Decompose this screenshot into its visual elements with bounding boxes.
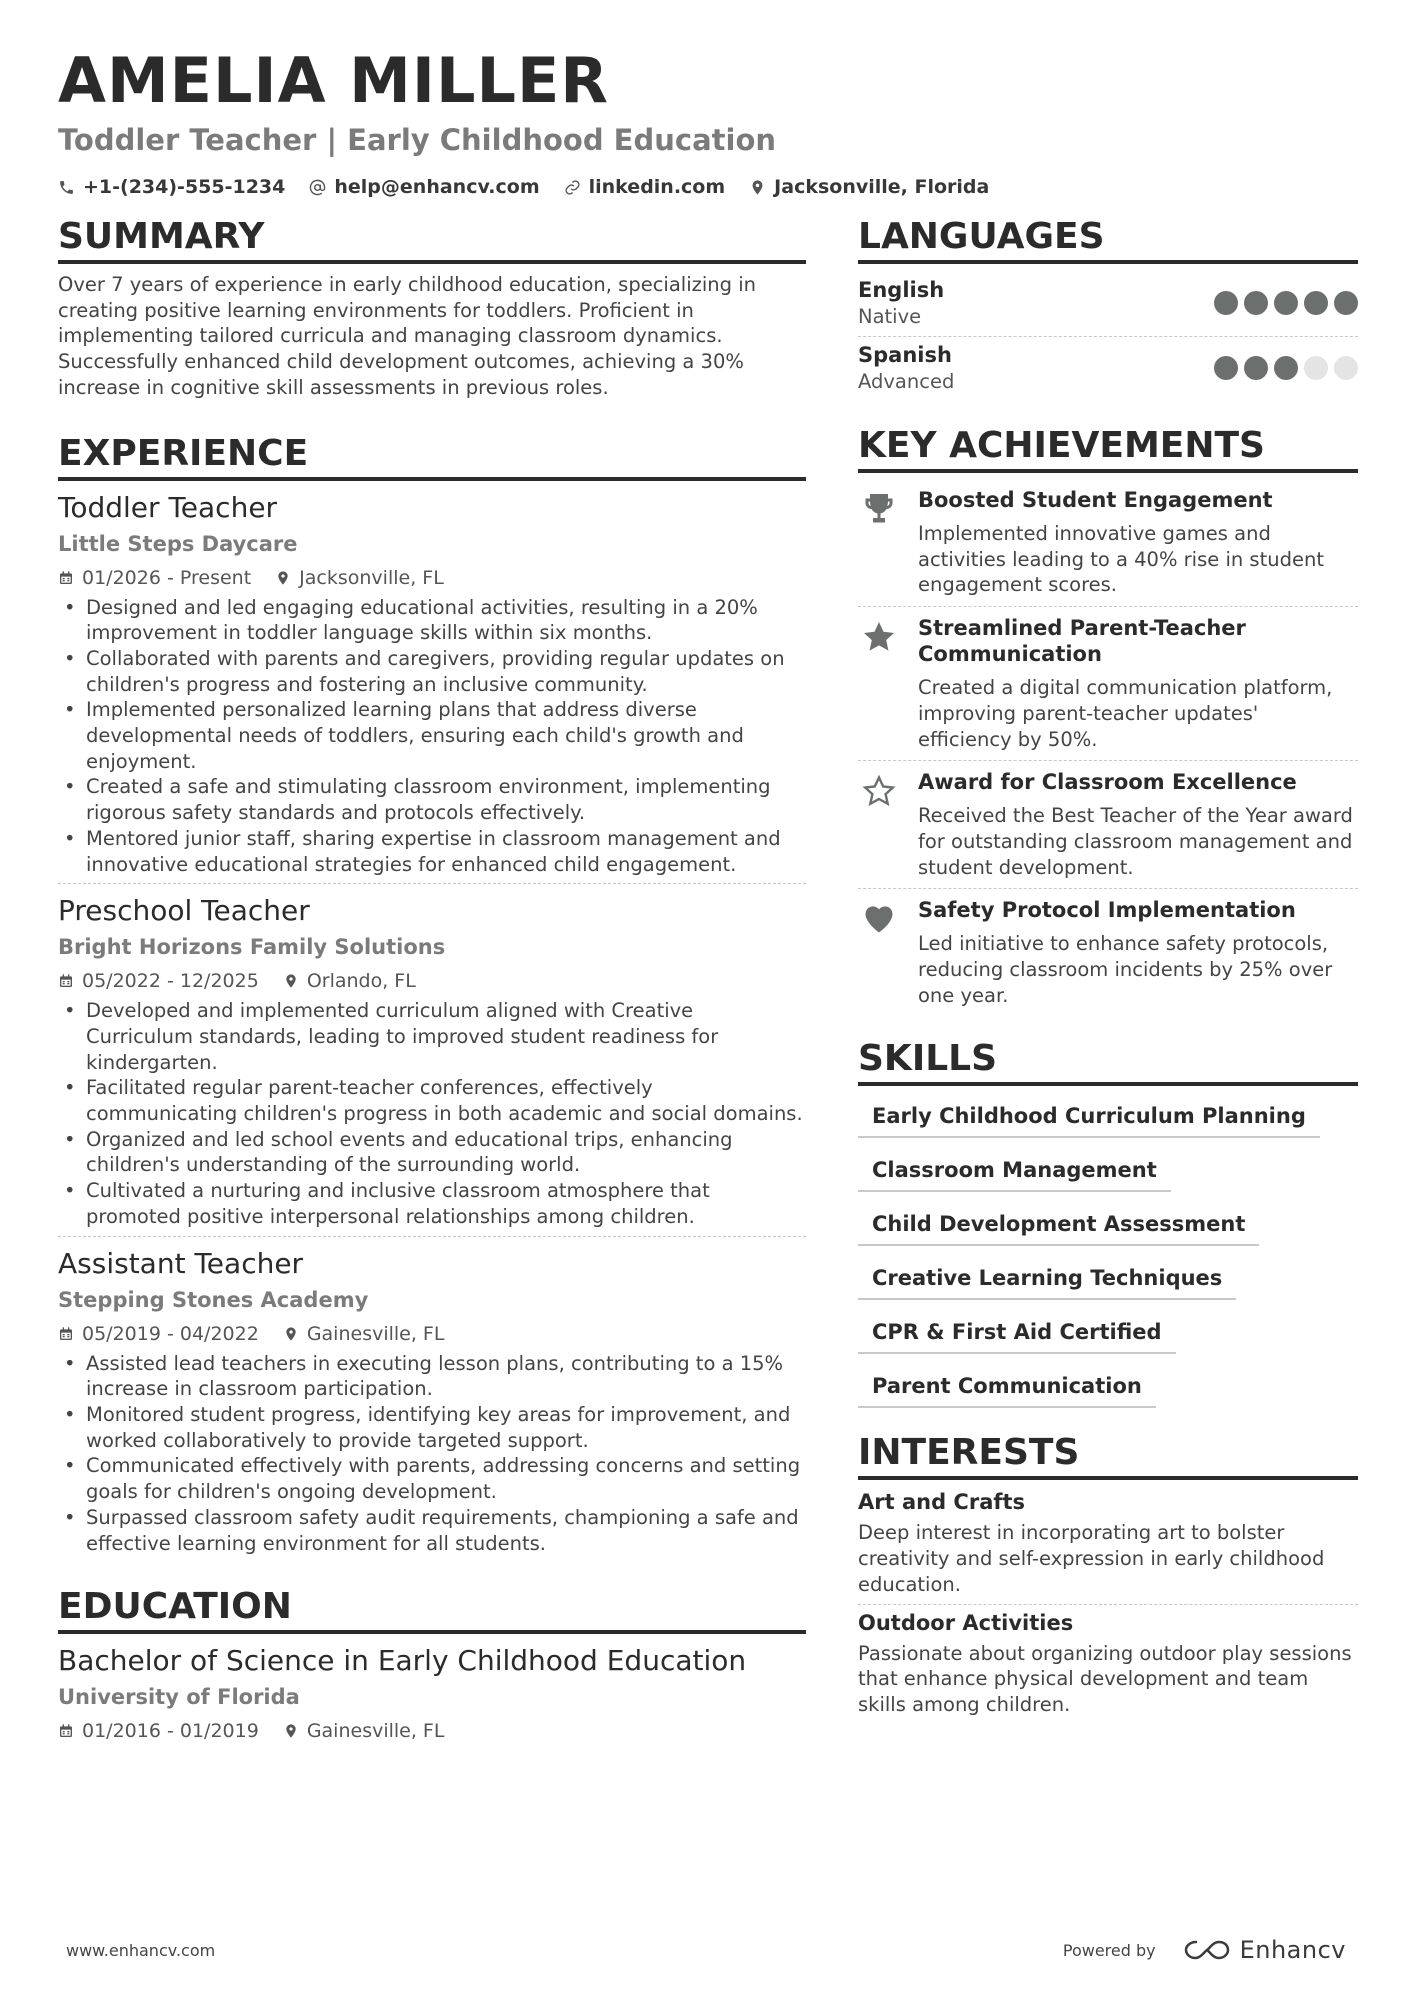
skill-tag: Child Development Assessment <box>858 1202 1259 1246</box>
interest-item <box>858 1609 1358 1718</box>
bullet-item: • Cultivated a nurturing and inclusive classroom atmosphere that promoted positive interpersonal relationships among children. <box>58 1178 806 1229</box>
skill-tag: Parent Communication <box>858 1364 1156 1408</box>
contact-email[interactable] <box>309 174 539 200</box>
achievement-title: Award for Classroom Excellence <box>918 770 1297 795</box>
languages-section <box>858 214 1358 401</box>
contact-phone[interactable] <box>58 174 285 200</box>
linkedin-text: linkedin.com <box>588 176 726 198</box>
achievements-section <box>858 423 1358 1014</box>
skill-tag: Early Childhood Curriculum Planning <box>858 1094 1320 1138</box>
job-location-text: Jacksonville, FL <box>299 566 444 589</box>
interest-title: Art and Crafts <box>858 1490 1026 1515</box>
bullet-item: • Collaborated with parents and caregivers, providing regular updates on children's progress and fostering an inclusive community. <box>58 646 806 697</box>
achievement-title: Boosted Student Engagement <box>918 488 1273 512</box>
job-title: Preschool Teacher <box>58 894 310 928</box>
at-icon <box>309 179 326 196</box>
heart-icon <box>860 901 898 937</box>
bullet-item: • Communicated effectively with parents, addressing concerns and setting goals for children's ongoing development. <box>58 1453 806 1504</box>
job-bullets <box>58 998 806 1229</box>
location-pin-icon <box>283 1723 299 1739</box>
achievement-item <box>858 763 1358 886</box>
divider <box>858 606 1358 607</box>
link-icon <box>564 179 581 196</box>
job-meta <box>58 1321 806 1347</box>
job-bullets <box>58 1351 806 1557</box>
bullet-item: • Surpassed classroom safety audit requirements, championing a safe and effective learning environment for all students. <box>58 1505 806 1556</box>
job-dates: 01/2026 - Present <box>82 566 252 589</box>
bullet-item: • Implemented personalized learning plans that address diverse developmental needs of toddlers, ensuring each child's growth and enjoyment. <box>58 697 806 774</box>
achievement-item <box>858 609 1358 758</box>
achievement-desc: Led initiative to enhance safety protocols, reducing classroom incidents by 25% over one year. <box>918 932 1333 1007</box>
job-company: Bright Horizons Family Solutions <box>58 935 446 960</box>
job-company: Little Steps Daycare <box>58 531 298 556</box>
footer-website[interactable]: www.enhancv.com <box>66 1940 216 1960</box>
brand-name: Enhancv <box>1239 1936 1346 1964</box>
achievement-desc: Implemented innovative games and activities leading to a 40% rise in student engagement scores. <box>918 522 1324 597</box>
bullet-item: • Created a safe and stimulating classroom environment, implementing rigorous safety standards and protocols effectively. <box>58 774 806 825</box>
contact-bar <box>58 174 1358 200</box>
language-name: Spanish <box>858 343 952 367</box>
trophy-icon <box>860 491 898 527</box>
job-location <box>283 1321 445 1347</box>
interest-desc: Deep interest in incorporating art to bolster creativity and self-expression in early childhood education. <box>858 1521 1325 1596</box>
calendar-icon <box>58 570 74 586</box>
page-footer <box>66 1936 1346 1964</box>
star-outline-icon <box>860 773 898 809</box>
rating-dot-filled <box>1244 356 1268 380</box>
job-title: Assistant Teacher <box>58 1246 304 1280</box>
powered-by <box>1063 1936 1346 1964</box>
education-location <box>283 1718 445 1744</box>
job-entry <box>58 1245 806 1557</box>
achievement-title: Streamlined Parent-Teacher Communication <box>918 616 1246 667</box>
phone-icon <box>58 179 75 196</box>
skills-heading: SKILLS <box>858 1036 1358 1086</box>
rating-dot-filled <box>1304 291 1328 315</box>
bullet-item: • Mentored junior staff, sharing expertise in classroom management and innovative educational strategies for enhanced child engagement. <box>58 826 806 877</box>
summary-heading: SUMMARY <box>58 214 806 264</box>
achievement-desc: Created a digital communication platform, improving parent-teacher updates' efficiency by 50%. <box>918 676 1333 751</box>
location-pin-icon <box>275 570 291 586</box>
left-column <box>58 214 806 1744</box>
job-title: Toddler Teacher <box>58 490 278 524</box>
location-text: Jacksonville, Florida <box>774 176 990 198</box>
calendar-icon <box>58 1723 74 1739</box>
job-dates: 05/2019 - 04/2022 <box>82 1322 259 1345</box>
bullet-item: • Designed and led engaging educational activities, resulting in a 20% improvement in toddler language skills within six months. <box>58 595 806 646</box>
job-location-text: Gainesville, FL <box>306 1322 445 1345</box>
skill-tag: Creative Learning Techniques <box>858 1256 1236 1300</box>
language-rating <box>1208 356 1358 380</box>
divider <box>858 1604 1358 1605</box>
powered-by-label: Powered by <box>1062 1940 1156 1960</box>
calendar-icon <box>58 1326 74 1342</box>
education-location-text: Gainesville, FL <box>306 1720 445 1743</box>
education-section <box>58 1584 806 1744</box>
rating-dot-filled <box>1334 291 1358 315</box>
divider <box>58 883 806 884</box>
rating-dot-filled <box>1214 291 1238 315</box>
divider <box>858 888 1358 889</box>
location-pin-icon <box>749 179 766 196</box>
contact-location <box>749 174 989 200</box>
rating-dot-filled <box>1244 291 1268 315</box>
candidate-name: AMELIA MILLER <box>58 44 610 117</box>
achievement-item <box>858 891 1358 1014</box>
education-dates: 01/2016 - 01/2019 <box>82 1720 259 1743</box>
skills-section <box>858 1036 1358 1408</box>
phone-text: +1-(234)-555-1234 <box>83 176 286 198</box>
education-heading: EDUCATION <box>58 1584 806 1634</box>
skill-tag: CPR & First Aid Certified <box>858 1310 1176 1354</box>
interests-heading: INTERESTS <box>858 1430 1358 1480</box>
contact-linkedin[interactable] <box>564 174 726 200</box>
job-location <box>283 968 416 994</box>
job-entry <box>58 892 806 1229</box>
achievement-title: Safety Protocol Implementation <box>918 898 1296 923</box>
divider <box>58 1236 806 1237</box>
rating-dot-empty <box>1304 356 1328 380</box>
interests-section <box>858 1430 1358 1717</box>
divider <box>858 760 1358 761</box>
skill-tag: Classroom Management <box>858 1148 1171 1192</box>
summary-text: Over 7 years of experience in early childhood education, specializing in creating positive learning environments for toddlers. Proficient in implementing tailored curricula and managing classroom dynamics. Successfully enhanced child development outcomes, achieving a 30% increase in cognitive skill assessments in previous roles. <box>58 273 757 399</box>
interest-item <box>858 1488 1358 1597</box>
bullet-item: • Facilitated regular parent-teacher conferences, effectively communicating children's progress in both academic and social domains. <box>58 1075 806 1126</box>
languages-heading: LANGUAGES <box>858 214 1358 264</box>
achievement-item <box>858 481 1358 604</box>
language-item <box>858 337 1358 401</box>
achievements-heading: KEY ACHIEVEMENTS <box>858 423 1358 473</box>
job-location <box>275 565 444 591</box>
enhancv-logo-icon <box>1182 1937 1232 1963</box>
language-level: Native <box>858 305 922 328</box>
job-entry <box>58 489 806 878</box>
bullet-item: • Monitored student progress, identifying key areas for improvement, and worked collaboratively to provide targeted support. <box>58 1402 806 1453</box>
star-filled-icon <box>860 619 898 655</box>
summary-section <box>58 214 806 401</box>
rating-dot-filled <box>1274 291 1298 315</box>
degree-title: Bachelor of Science in Early Childhood Education <box>58 1644 747 1678</box>
school-name: University of Florida <box>58 1685 300 1710</box>
language-rating <box>1208 291 1358 315</box>
experience-heading: EXPERIENCE <box>58 431 806 481</box>
rating-dot-empty <box>1334 356 1358 380</box>
location-pin-icon <box>283 1326 299 1342</box>
language-level: Advanced <box>858 370 955 393</box>
language-item <box>858 272 1358 336</box>
bullet-item: • Developed and implemented curriculum aligned with Creative Curriculum standards, leading to improved student readiness for kindergarten. <box>58 998 806 1075</box>
job-dates: 05/2022 - 12/2025 <box>82 970 259 993</box>
right-column <box>858 214 1358 1718</box>
email-text: help@enhancv.com <box>334 176 540 198</box>
location-pin-icon <box>283 973 299 989</box>
education-meta <box>58 1718 806 1744</box>
calendar-icon <box>58 973 74 989</box>
bullet-item: • Organized and led school events and educational trips, enhancing children's understanding of the surrounding world. <box>58 1127 806 1178</box>
rating-dot-filled <box>1214 356 1238 380</box>
job-meta <box>58 968 806 994</box>
brand-logo[interactable] <box>1182 1936 1346 1964</box>
resume-header <box>58 44 1358 200</box>
rating-dot-filled <box>1274 356 1298 380</box>
job-meta <box>58 565 806 591</box>
achievement-desc: Received the Best Teacher of the Year award for outstanding classroom management and student development. <box>918 804 1353 879</box>
experience-section <box>58 431 806 1557</box>
language-name: English <box>858 278 945 302</box>
interest-desc: Passionate about organizing outdoor play sessions that enhance physical development and team skills among children. <box>858 1641 1352 1716</box>
candidate-title: Toddler Teacher | Early Childhood Education <box>58 123 777 157</box>
interest-title: Outdoor Activities <box>858 1610 1074 1635</box>
job-location-text: Orlando, FL <box>306 970 416 993</box>
job-bullets <box>58 595 806 878</box>
bullet-item: • Assisted lead teachers in executing lesson plans, contributing to a 15% increase in classroom participation. <box>58 1351 806 1402</box>
job-company: Stepping Stones Academy <box>58 1287 369 1312</box>
